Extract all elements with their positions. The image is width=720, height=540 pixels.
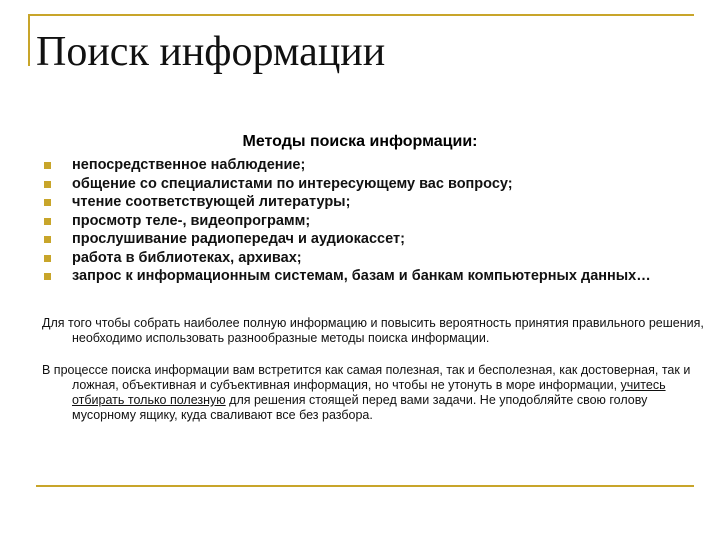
square-bullet-icon (44, 236, 51, 243)
methods-list (44, 156, 684, 286)
square-bullet-icon (44, 199, 51, 206)
list-item: общение со специалистами по интересующему вас вопросу; (44, 175, 684, 194)
square-bullet-icon (44, 255, 51, 262)
decorative-rule-left (28, 14, 30, 66)
paragraph-search-process: В процессе поиска информации вам встретится как самая полезная, так и бесполезная, как достоверная, так и ложная, объективная и субъективная информация, но чтобы не утонуть в море информации, учитесь отбирать только полезную для решения стоящей перед вами задачи. Не уподобляйте свою голову мусорному ящику, куда сваливают все без разбора. (42, 363, 691, 422)
underlined-phrase: учитесь отбирать только полезную (72, 378, 666, 407)
page-title: Поиск информации (36, 29, 386, 75)
list-item: прослушивание радиопередач и аудиокассет; (44, 230, 684, 249)
square-bullet-icon (44, 162, 51, 169)
square-bullet-icon (44, 273, 51, 280)
section-subtitle (0, 132, 720, 152)
list-item: непосредственное наблюдение; (44, 156, 684, 175)
list-item: работа в библиотеках, архивах; (44, 249, 684, 268)
decorative-rule-bottom (36, 485, 694, 487)
paragraph-collect-info: Для того чтобы собрать наиболее полную информацию и повысить вероятность принятия правильного решения, необходимо использовать разнообразные методы поиска информации. (42, 316, 704, 345)
square-bullet-icon (44, 218, 51, 225)
decorative-rule-top (28, 14, 694, 16)
subtitle-text: Методы поиска информации: (242, 133, 478, 150)
list-item: просмотр теле-, видеопрограмм; (44, 212, 684, 231)
list-item: запрос к информационным системам, базам и банкам компьютерных данных… (44, 267, 684, 286)
list-item: чтение соответствующей литературы; (44, 193, 684, 212)
square-bullet-icon (44, 181, 51, 188)
